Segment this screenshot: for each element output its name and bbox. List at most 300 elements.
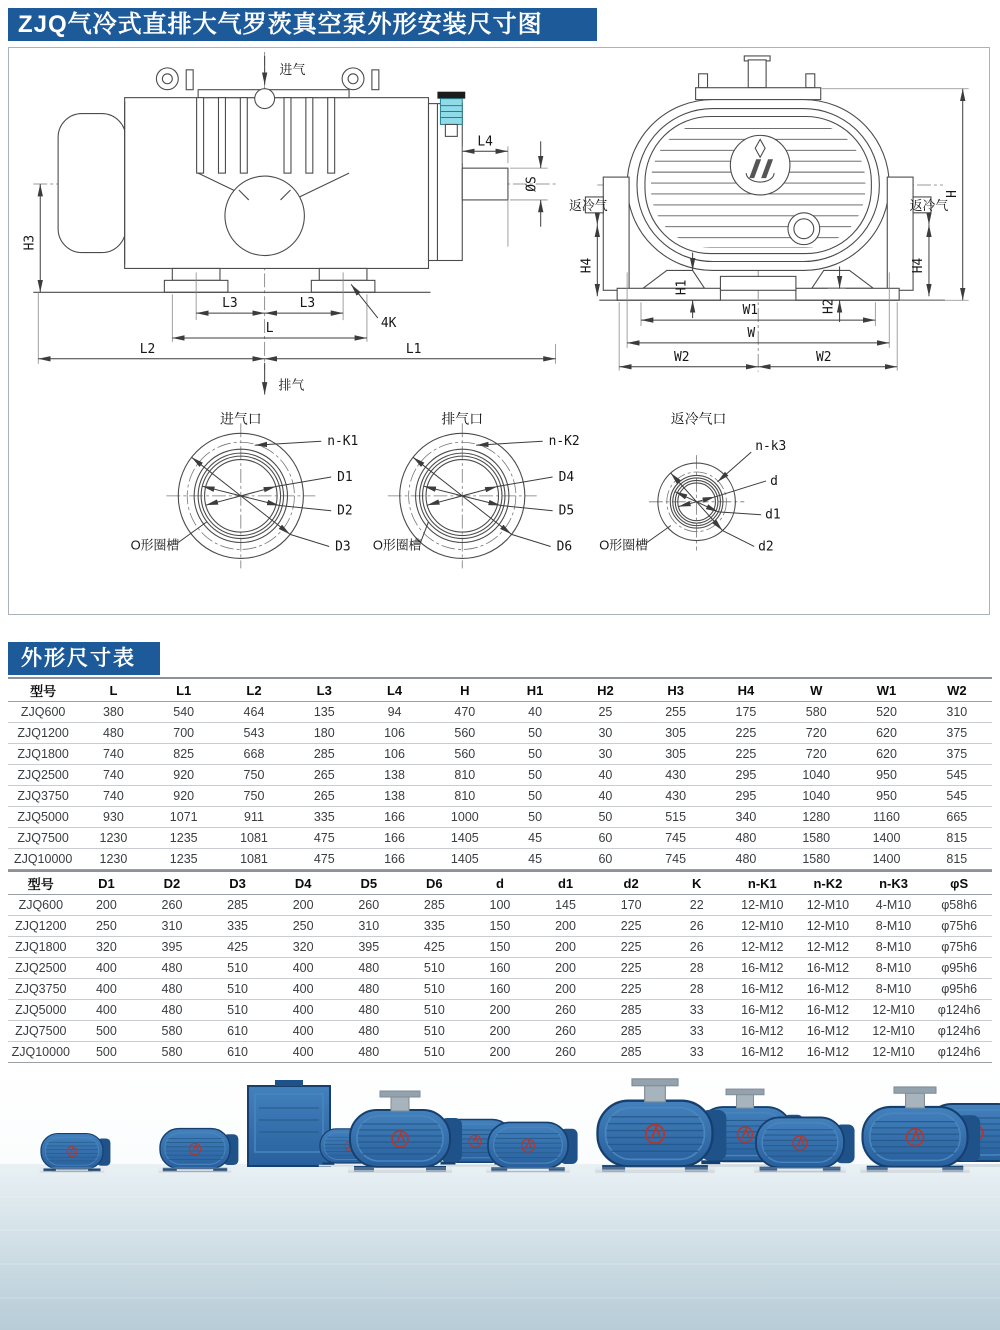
table-cell: 745 bbox=[641, 849, 711, 870]
table-cell: 580 bbox=[139, 1021, 205, 1042]
table-cell: ZJQ2500 bbox=[8, 765, 78, 786]
table-cell: 50 bbox=[500, 765, 570, 786]
table-row bbox=[8, 828, 992, 849]
table-cell: ZJQ5000 bbox=[8, 1000, 74, 1021]
dim-label-H4-left: H4 bbox=[579, 257, 595, 274]
brand-logo-icon bbox=[730, 135, 790, 195]
table-cell: 665 bbox=[922, 807, 992, 828]
table-cell: 470 bbox=[430, 702, 500, 723]
table-cell: 340 bbox=[711, 807, 781, 828]
table-cell: 200 bbox=[467, 1021, 533, 1042]
table-cell: 810 bbox=[430, 765, 500, 786]
column-header: D4 bbox=[270, 871, 336, 895]
flange-title: 返冷气口 bbox=[670, 410, 727, 427]
table-cell: 430 bbox=[641, 786, 711, 807]
table-cell: ZJQ5000 bbox=[8, 807, 78, 828]
table-cell: 285 bbox=[598, 1021, 664, 1042]
table-row bbox=[8, 849, 992, 870]
table-cell: 145 bbox=[533, 895, 599, 916]
table-cell: 12-M12 bbox=[730, 937, 796, 958]
table-cell: 40 bbox=[570, 786, 640, 807]
table-cell: 540 bbox=[149, 702, 219, 723]
column-header: d2 bbox=[598, 871, 664, 895]
table-cell: 50 bbox=[570, 807, 640, 828]
column-header: L1 bbox=[149, 678, 219, 702]
table-cell: 16-M12 bbox=[730, 958, 796, 979]
table-cell: 265 bbox=[289, 765, 359, 786]
dim-label-d: d bbox=[770, 473, 778, 489]
dim-label-phiS: ØS bbox=[524, 176, 540, 192]
table-cell: 740 bbox=[78, 786, 148, 807]
table-cell: 50 bbox=[500, 786, 570, 807]
table-row bbox=[8, 1000, 992, 1021]
table-cell: 150 bbox=[467, 937, 533, 958]
dim-label-L3-right: L3 bbox=[299, 296, 316, 312]
table-cell: 255 bbox=[641, 702, 711, 723]
table-cell: φ75h6 bbox=[926, 916, 992, 937]
column-header: L3 bbox=[289, 678, 359, 702]
table-cell: 260 bbox=[533, 1021, 599, 1042]
dim-label-D1: D1 bbox=[337, 469, 353, 485]
table-cell: 1081 bbox=[219, 849, 289, 870]
table-cell: 8-M10 bbox=[861, 937, 927, 958]
dim-label-H3: H3 bbox=[22, 234, 38, 251]
product-photo bbox=[0, 1072, 1000, 1330]
table-cell: 250 bbox=[74, 916, 140, 937]
column-header: L2 bbox=[219, 678, 289, 702]
table-cell: 180 bbox=[289, 723, 359, 744]
table-cell: 620 bbox=[851, 723, 921, 744]
table-cell: ZJQ7500 bbox=[8, 828, 78, 849]
table-row bbox=[8, 765, 992, 786]
table-cell: 480 bbox=[336, 1000, 402, 1021]
dim-label-nK1: n-K1 bbox=[327, 434, 359, 450]
table-cell: 160 bbox=[467, 958, 533, 979]
column-header: L4 bbox=[359, 678, 429, 702]
table-cell: 930 bbox=[78, 807, 148, 828]
table-cell: 1040 bbox=[781, 765, 851, 786]
table-cell: 8-M10 bbox=[861, 979, 927, 1000]
table-cell: 138 bbox=[359, 786, 429, 807]
column-header: D2 bbox=[139, 871, 205, 895]
table-cell: 160 bbox=[467, 979, 533, 1000]
table-cell: 12-M10 bbox=[861, 1021, 927, 1042]
table-row bbox=[8, 723, 992, 744]
column-header: d1 bbox=[533, 871, 599, 895]
flange-detail-intake bbox=[131, 410, 359, 568]
dim-label-H: H bbox=[944, 190, 960, 198]
flange-detail-exhaust bbox=[373, 410, 580, 568]
table-cell: 480 bbox=[139, 1000, 205, 1021]
column-header: W bbox=[781, 678, 851, 702]
flange-detail-cooling bbox=[599, 410, 786, 554]
table-row bbox=[8, 786, 992, 807]
dim-label-H1: H1 bbox=[674, 279, 690, 296]
column-header: D5 bbox=[336, 871, 402, 895]
table-cell: ZJQ1800 bbox=[8, 744, 78, 765]
table-cell: 480 bbox=[711, 849, 781, 870]
table-cell: 480 bbox=[336, 1042, 402, 1063]
table-cell: 50 bbox=[500, 744, 570, 765]
column-header: D6 bbox=[402, 871, 468, 895]
table-cell: 25 bbox=[570, 702, 640, 723]
table-cell: 1235 bbox=[149, 828, 219, 849]
table-cell: 28 bbox=[664, 979, 730, 1000]
table-cell: 260 bbox=[139, 895, 205, 916]
table-cell: 16-M12 bbox=[795, 1000, 861, 1021]
table-cell: 12-M12 bbox=[795, 937, 861, 958]
table-cell: 175 bbox=[711, 702, 781, 723]
table-cell: 50 bbox=[500, 807, 570, 828]
table-cell: 815 bbox=[922, 849, 992, 870]
table-cell: 510 bbox=[402, 958, 468, 979]
table-cell: 8-M10 bbox=[861, 958, 927, 979]
dim-label-W1: W1 bbox=[742, 303, 758, 319]
dimensions-table-flanges bbox=[8, 870, 992, 1063]
dim-label-W2-left: W2 bbox=[673, 349, 690, 365]
table-cell: 920 bbox=[149, 765, 219, 786]
table-cell: ZJQ1200 bbox=[8, 723, 78, 744]
table-cell: 16-M12 bbox=[730, 979, 796, 1000]
table-row bbox=[8, 807, 992, 828]
dim-label-d2: d2 bbox=[758, 539, 774, 555]
table-cell: 135 bbox=[289, 702, 359, 723]
table-cell: 310 bbox=[139, 916, 205, 937]
table-cell: ZJQ1800 bbox=[8, 937, 74, 958]
table-cell: 1235 bbox=[149, 849, 219, 870]
table-cell: 100 bbox=[467, 895, 533, 916]
table-cell: 200 bbox=[533, 937, 599, 958]
table-cell: 911 bbox=[219, 807, 289, 828]
column-header: n-K3 bbox=[861, 871, 927, 895]
dim-label-nk3: n-k3 bbox=[755, 439, 787, 455]
table-cell: 480 bbox=[336, 958, 402, 979]
table-cell: 480 bbox=[78, 723, 148, 744]
table-cell: 200 bbox=[533, 958, 599, 979]
table-cell: 1000 bbox=[430, 807, 500, 828]
table-cell: 815 bbox=[922, 828, 992, 849]
dim-label-4K: 4K bbox=[380, 316, 397, 332]
table-cell: 400 bbox=[270, 958, 336, 979]
label-oring-groove: O形圈槽 bbox=[599, 537, 648, 553]
dim-label-L4: L4 bbox=[477, 134, 493, 150]
table-cell: 720 bbox=[781, 744, 851, 765]
table-cell: 560 bbox=[430, 723, 500, 744]
table-cell: 33 bbox=[664, 1000, 730, 1021]
dim-label-D6: D6 bbox=[556, 539, 573, 555]
table-cell: 668 bbox=[219, 744, 289, 765]
table-cell: 510 bbox=[205, 1000, 271, 1021]
table-cell: 94 bbox=[359, 702, 429, 723]
flange-title: 排气口 bbox=[441, 410, 484, 427]
table-cell: 200 bbox=[533, 916, 599, 937]
table-cell: 543 bbox=[219, 723, 289, 744]
table-cell: 700 bbox=[149, 723, 219, 744]
table-cell: ZJQ1200 bbox=[8, 916, 74, 937]
table-cell: ZJQ3750 bbox=[8, 786, 78, 807]
table-cell: 40 bbox=[570, 765, 640, 786]
table-row bbox=[8, 937, 992, 958]
table-cell: 720 bbox=[781, 723, 851, 744]
table-cell: 166 bbox=[359, 849, 429, 870]
table-cell: 285 bbox=[289, 744, 359, 765]
table-cell: 1230 bbox=[78, 849, 148, 870]
column-header: D1 bbox=[74, 871, 140, 895]
table-cell: 33 bbox=[664, 1042, 730, 1063]
dim-label-H2: H2 bbox=[821, 298, 837, 314]
table-row bbox=[8, 744, 992, 765]
table-cell: 480 bbox=[336, 979, 402, 1000]
table-cell: 1400 bbox=[851, 849, 921, 870]
table-cell: φ75h6 bbox=[926, 937, 992, 958]
table-cell: 545 bbox=[922, 786, 992, 807]
dim-label-W: W bbox=[747, 325, 756, 341]
table-row bbox=[8, 895, 992, 916]
table-cell: 250 bbox=[270, 916, 336, 937]
table-cell: 510 bbox=[402, 1000, 468, 1021]
label-oring-groove: O形圈槽 bbox=[372, 537, 422, 553]
flange-title: 进气口 bbox=[219, 410, 262, 427]
table-cell: 16-M12 bbox=[795, 958, 861, 979]
table-cell: 200 bbox=[533, 979, 599, 1000]
table-cell: 400 bbox=[270, 1000, 336, 1021]
table-cell: 310 bbox=[336, 916, 402, 937]
table-row bbox=[8, 916, 992, 937]
table-cell: ZJQ3750 bbox=[8, 979, 74, 1000]
dim-label-d1: d1 bbox=[765, 507, 781, 523]
table-cell: 1230 bbox=[78, 828, 148, 849]
table-cell: 1405 bbox=[430, 828, 500, 849]
table-cell: ZJQ2500 bbox=[8, 958, 74, 979]
table-row bbox=[8, 702, 992, 723]
table-cell: 45 bbox=[500, 849, 570, 870]
table-cell: 430 bbox=[641, 765, 711, 786]
dim-label-W2-right: W2 bbox=[815, 349, 832, 365]
table-cell: 425 bbox=[402, 937, 468, 958]
table-cell: 400 bbox=[74, 979, 140, 1000]
table-cell: 265 bbox=[289, 786, 359, 807]
column-header: L bbox=[78, 678, 148, 702]
table-cell: 28 bbox=[664, 958, 730, 979]
table-cell: 305 bbox=[641, 744, 711, 765]
table-cell: 225 bbox=[711, 744, 781, 765]
side-view bbox=[22, 52, 555, 395]
table-cell: 825 bbox=[149, 744, 219, 765]
dimension-drawing-svg bbox=[9, 48, 989, 614]
table-cell: φ124h6 bbox=[926, 1042, 992, 1063]
column-header: D3 bbox=[205, 871, 271, 895]
table-cell: 480 bbox=[336, 1021, 402, 1042]
dim-label-L3-left: L3 bbox=[222, 296, 238, 312]
table-cell: 480 bbox=[139, 979, 205, 1000]
table-cell: 400 bbox=[74, 958, 140, 979]
table-cell: 285 bbox=[402, 895, 468, 916]
column-header: 型号 bbox=[8, 678, 78, 702]
column-header: H4 bbox=[711, 678, 781, 702]
vertical-pump-cabinet bbox=[248, 1080, 330, 1166]
table-cell: 60 bbox=[570, 828, 640, 849]
table-cell: 225 bbox=[711, 723, 781, 744]
table-cell: φ95h6 bbox=[926, 958, 992, 979]
table-cell: 40 bbox=[500, 702, 570, 723]
table-cell: 8-M10 bbox=[861, 916, 927, 937]
dim-label-D3: D3 bbox=[335, 539, 351, 555]
column-header: H1 bbox=[500, 678, 570, 702]
dim-label-L: L bbox=[265, 320, 274, 336]
dim-label-D5: D5 bbox=[558, 503, 575, 519]
table-cell: 1580 bbox=[781, 828, 851, 849]
table-cell: 610 bbox=[205, 1021, 271, 1042]
table-cell: 395 bbox=[336, 937, 402, 958]
table-cell: 580 bbox=[781, 702, 851, 723]
table-cell: 16-M12 bbox=[730, 1021, 796, 1042]
table-cell: 16-M12 bbox=[795, 979, 861, 1000]
table-cell: ZJQ10000 bbox=[8, 1042, 74, 1063]
dim-label-D2: D2 bbox=[337, 503, 353, 519]
table-cell: 500 bbox=[74, 1021, 140, 1042]
table-row bbox=[8, 958, 992, 979]
table-cell: 310 bbox=[922, 702, 992, 723]
table-cell: 1071 bbox=[149, 807, 219, 828]
table-cell: 260 bbox=[336, 895, 402, 916]
dimension-tables bbox=[8, 677, 992, 1063]
table-cell: 295 bbox=[711, 765, 781, 786]
table-cell: 500 bbox=[74, 1042, 140, 1063]
table-cell: 138 bbox=[359, 765, 429, 786]
table-cell: 740 bbox=[78, 744, 148, 765]
table-cell: 375 bbox=[922, 744, 992, 765]
table-cell: 106 bbox=[359, 744, 429, 765]
table-cell: 480 bbox=[711, 828, 781, 849]
dimensions-table-overall bbox=[8, 677, 992, 870]
table-cell: 335 bbox=[402, 916, 468, 937]
table-cell: 12-M10 bbox=[861, 1000, 927, 1021]
table-cell: 1280 bbox=[781, 807, 851, 828]
table-cell: ZJQ600 bbox=[8, 895, 74, 916]
table-cell: 285 bbox=[598, 1042, 664, 1063]
table-cell: 335 bbox=[205, 916, 271, 937]
table-cell: 30 bbox=[570, 723, 640, 744]
table-cell: 950 bbox=[851, 786, 921, 807]
table-cell: 464 bbox=[219, 702, 289, 723]
column-header: W2 bbox=[922, 678, 992, 702]
table-cell: 920 bbox=[149, 786, 219, 807]
table-cell: 520 bbox=[851, 702, 921, 723]
table-cell: 30 bbox=[570, 744, 640, 765]
table-cell: 580 bbox=[139, 1042, 205, 1063]
table-cell: 12-M10 bbox=[730, 895, 796, 916]
table-cell: 200 bbox=[74, 895, 140, 916]
table-cell: 950 bbox=[851, 765, 921, 786]
end-view bbox=[569, 56, 969, 372]
table-cell: 320 bbox=[74, 937, 140, 958]
table-cell: 150 bbox=[467, 916, 533, 937]
table-cell: 510 bbox=[205, 979, 271, 1000]
column-header: H2 bbox=[570, 678, 640, 702]
page-title: ZJQ气冷式直排大气罗茨真空泵外形安装尺寸图 bbox=[8, 8, 597, 41]
label-intake: 进气 bbox=[279, 61, 306, 77]
column-header: W1 bbox=[851, 678, 921, 702]
dim-label-H4-right: H4 bbox=[911, 257, 927, 274]
table-cell: 26 bbox=[664, 916, 730, 937]
table-cell: 33 bbox=[664, 1021, 730, 1042]
table-cell: 285 bbox=[598, 1000, 664, 1021]
table-cell: 225 bbox=[598, 979, 664, 1000]
table-cell: 166 bbox=[359, 828, 429, 849]
table-cell: 810 bbox=[430, 786, 500, 807]
table-cell: 375 bbox=[922, 723, 992, 744]
dim-label-L2: L2 bbox=[139, 341, 156, 357]
table-cell: 305 bbox=[641, 723, 711, 744]
table-cell: 1160 bbox=[851, 807, 921, 828]
table-cell: 545 bbox=[922, 765, 992, 786]
label-exhaust: 排气 bbox=[278, 377, 305, 393]
table-cell: 200 bbox=[270, 895, 336, 916]
table-cell: 610 bbox=[205, 1042, 271, 1063]
table-cell: ZJQ600 bbox=[8, 702, 78, 723]
dim-label-D4: D4 bbox=[558, 469, 575, 485]
table-cell: 510 bbox=[402, 1042, 468, 1063]
table-cell: 225 bbox=[598, 916, 664, 937]
table-cell: 515 bbox=[641, 807, 711, 828]
table-cell: 170 bbox=[598, 895, 664, 916]
column-header: H bbox=[430, 678, 500, 702]
table-cell: 400 bbox=[270, 1021, 336, 1042]
table-cell: ZJQ10000 bbox=[8, 849, 78, 870]
table-cell: ZJQ7500 bbox=[8, 1021, 74, 1042]
table-cell: φ124h6 bbox=[926, 1021, 992, 1042]
table-cell: 750 bbox=[219, 765, 289, 786]
label-oring-groove: O形圈槽 bbox=[130, 537, 180, 553]
table-cell: 4-M10 bbox=[861, 895, 927, 916]
product-photo-illustration bbox=[0, 1072, 1000, 1330]
table-cell: 620 bbox=[851, 744, 921, 765]
table-row bbox=[8, 1021, 992, 1042]
table-cell: 50 bbox=[500, 723, 570, 744]
table-cell: 510 bbox=[402, 979, 468, 1000]
table-cell: 425 bbox=[205, 937, 271, 958]
table-cell: 400 bbox=[74, 1000, 140, 1021]
dim-label-L1: L1 bbox=[405, 341, 422, 357]
table-cell: 740 bbox=[78, 765, 148, 786]
label-cooling-return-left: 返冷气 bbox=[569, 197, 608, 213]
table-cell: φ95h6 bbox=[926, 979, 992, 1000]
table-cell: 1081 bbox=[219, 828, 289, 849]
column-header: d bbox=[467, 871, 533, 895]
table-cell: 510 bbox=[205, 958, 271, 979]
table-cell: 12-M10 bbox=[795, 895, 861, 916]
table-cell: 26 bbox=[664, 937, 730, 958]
table-cell: 480 bbox=[139, 958, 205, 979]
table-cell: 285 bbox=[205, 895, 271, 916]
table-row bbox=[8, 979, 992, 1000]
table-cell: 12-M10 bbox=[730, 916, 796, 937]
table-cell: 400 bbox=[270, 979, 336, 1000]
column-header: n-K1 bbox=[730, 871, 796, 895]
column-header: H3 bbox=[641, 678, 711, 702]
column-header: φS bbox=[926, 871, 992, 895]
table-cell: 395 bbox=[139, 937, 205, 958]
table-cell: 60 bbox=[570, 849, 640, 870]
table-cell: 12-M10 bbox=[795, 916, 861, 937]
table-cell: 16-M12 bbox=[795, 1042, 861, 1063]
table-cell: 1040 bbox=[781, 786, 851, 807]
table-cell: 1580 bbox=[781, 849, 851, 870]
table-cell: 510 bbox=[402, 1021, 468, 1042]
table-cell: 260 bbox=[533, 1042, 599, 1063]
table-cell: 295 bbox=[711, 786, 781, 807]
table-cell: 106 bbox=[359, 723, 429, 744]
